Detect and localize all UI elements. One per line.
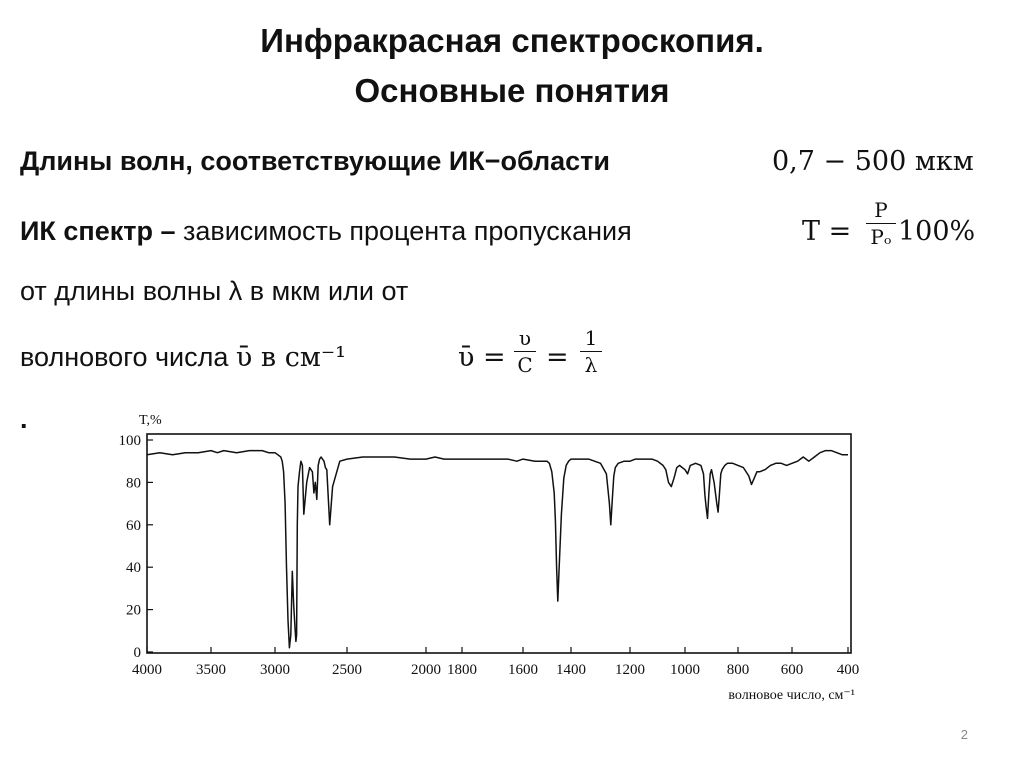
x-tick-label: 1400	[556, 662, 586, 678]
formula-nu-lhs: ῡ =	[458, 342, 506, 373]
y-axis-label: T,%	[139, 413, 162, 428]
formula-nu2-numerator: 1	[584, 326, 598, 350]
y-tick-label: 0	[133, 645, 141, 661]
formula-t-denominator: Pₒ	[870, 225, 892, 249]
x-axis-label: волновое число, см⁻¹	[728, 688, 855, 703]
formula-nu-fraction	[514, 328, 536, 375]
slide-title-line2: Основные понятия	[354, 72, 670, 109]
wavelength-value: 0,7 − 500 мкм	[772, 146, 974, 177]
x-tick-label: 4000	[132, 662, 162, 678]
x-tick-label: 1800	[447, 662, 477, 678]
x-tick-label: 400	[836, 662, 860, 678]
x-tick-label: 1200	[615, 662, 645, 678]
y-tick-label: 40	[126, 560, 141, 577]
wavelength-label: Длины волн, соответствующие ИК−области	[20, 146, 610, 176]
formula-t-numerator: P	[874, 198, 888, 222]
trailing-dot: .	[20, 404, 28, 434]
x-tick-label: 3500	[196, 662, 226, 678]
spectrum-def-text: зависимость процента пропускания	[175, 216, 632, 246]
formula-nu2-fraction	[580, 328, 602, 375]
y-tick-label: 100	[118, 433, 141, 449]
fraction-bar	[866, 223, 896, 224]
wavenumber-text: волнового числа	[20, 342, 229, 372]
plot-frame	[147, 434, 851, 653]
page-number: 2	[960, 727, 968, 742]
formula-nu-numerator: υ	[518, 326, 532, 350]
formula-t-fraction	[866, 200, 896, 247]
formula-nu2-denominator: λ	[584, 353, 598, 377]
x-tick-label: 3000	[260, 662, 290, 678]
x-tick-label: 2500	[332, 662, 362, 678]
y-tick-label: 60	[126, 517, 141, 534]
wavenumber-symbol: ῡ в см⁻¹	[235, 342, 346, 373]
fraction-bar	[514, 351, 536, 352]
x-tick-label: 800	[726, 662, 750, 678]
x-tick-label: 1000	[670, 662, 700, 678]
formula-t-lhs: T =	[802, 216, 852, 247]
x-tick-label: 2000	[411, 662, 441, 678]
y-tick-label: 20	[126, 602, 141, 619]
y-tick-label: 80	[126, 475, 141, 492]
x-tick-label: 600	[780, 662, 804, 678]
x-tick-label: 1600	[508, 662, 538, 678]
formula-t-rhs: 100%	[898, 216, 976, 247]
slide-title-line1: Инфракрасная спектроскопия.	[260, 22, 764, 59]
formula-nu-denominator: C	[517, 353, 533, 377]
fraction-bar	[580, 351, 602, 352]
line-wavenumber	[20, 342, 346, 373]
line-wavelength-units: от длины волны λ в мкм или от	[20, 276, 409, 306]
formula-equals: =	[546, 342, 569, 373]
spectrum-definition	[20, 216, 632, 247]
spectrum-term: ИК спектр –	[20, 216, 176, 246]
spectrum-line	[147, 451, 848, 648]
